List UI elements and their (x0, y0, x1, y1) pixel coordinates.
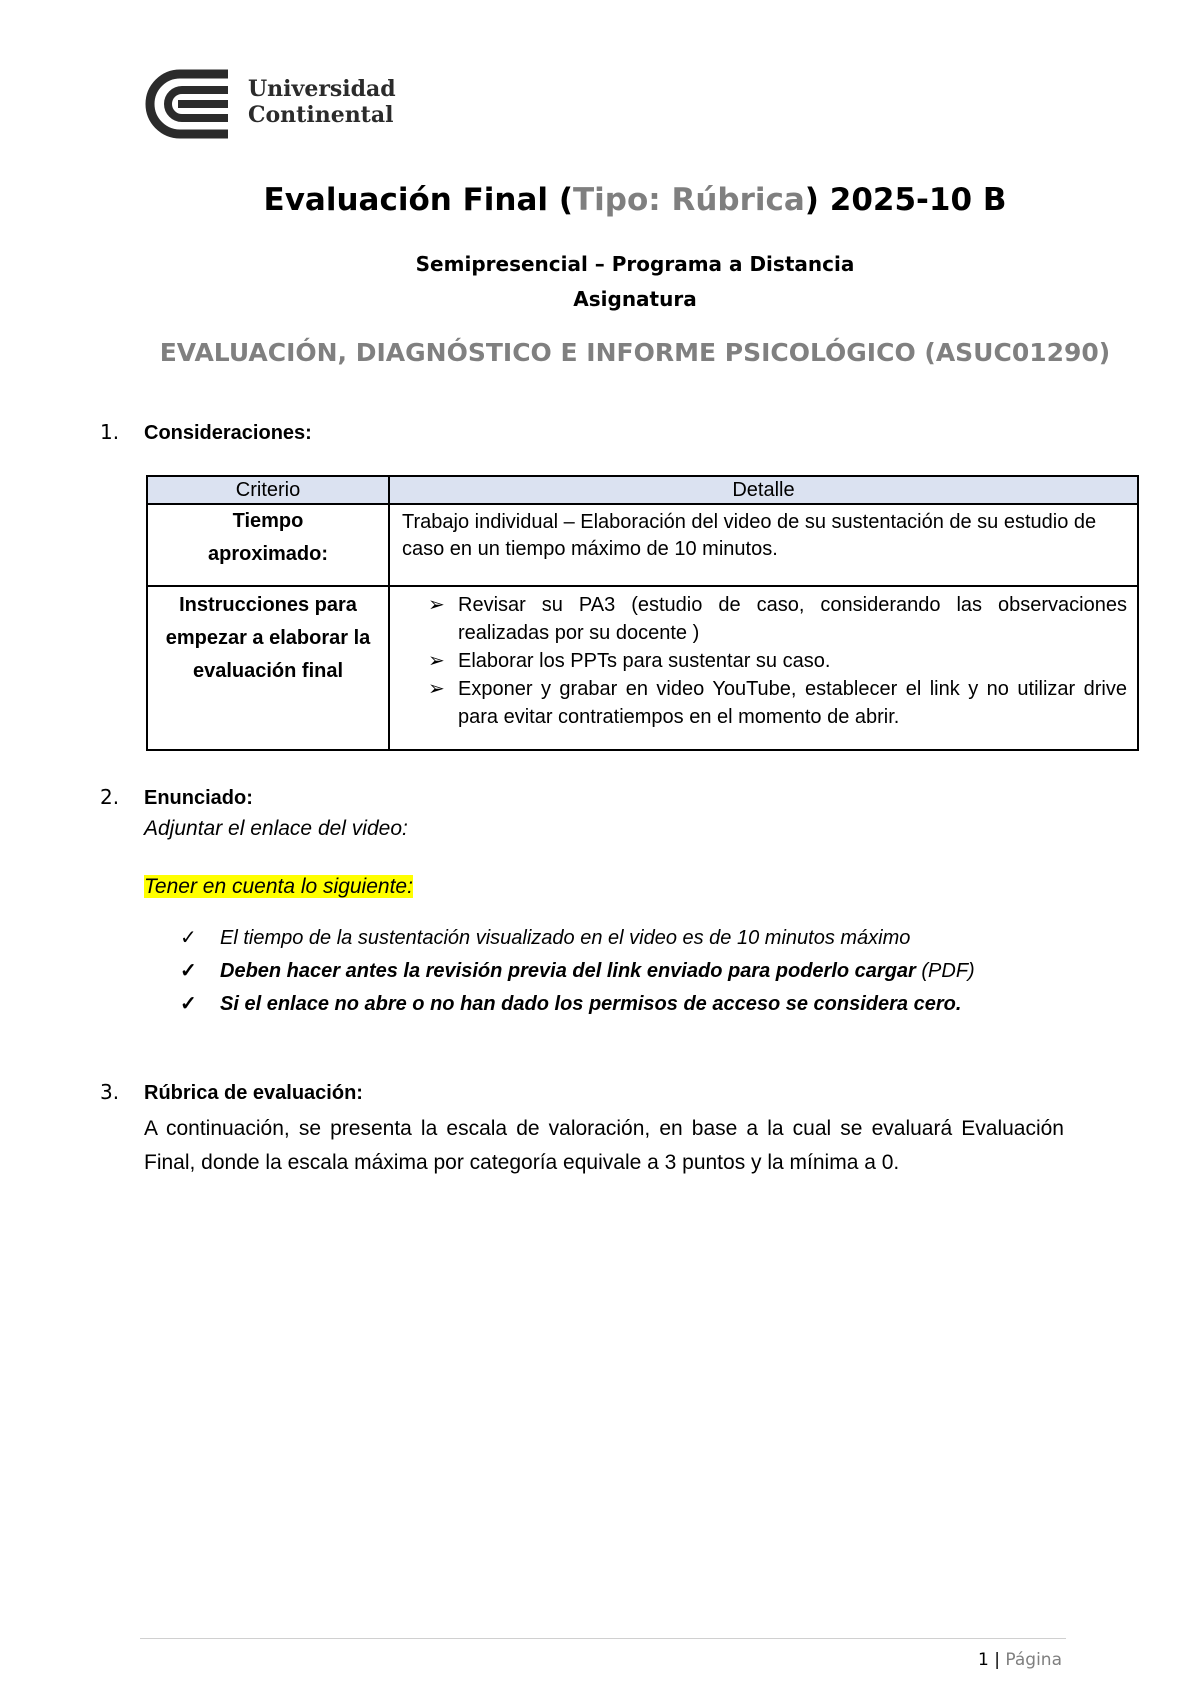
page-label: Página (1005, 1650, 1062, 1670)
table-row (147, 586, 1138, 750)
course-name: EVALUACIÓN, DIAGNÓSTICO E INFORME PSICOLÓGICO (ASUC01290) (159, 338, 1111, 367)
page-number: 1 (978, 1650, 989, 1670)
considerations-table (146, 475, 1139, 751)
table-row-value: Trabajo individual – Elaboración del video de su sustentación de su estudio de caso en un tiempo máximo de 10 minutos. (389, 504, 1138, 586)
section-title: Consideraciones: (144, 422, 312, 444)
footer-divider (140, 1638, 1066, 1639)
list-item-suffix: (PDF) (921, 960, 975, 982)
table-header-detalle: Detalle (389, 476, 1138, 504)
logo-line-1: Universidad (248, 76, 396, 102)
table-header-criterio: Criterio (147, 476, 389, 504)
table-row-bullets (389, 586, 1138, 750)
section-title: Rúbrica de evaluación: (144, 1082, 363, 1104)
arrow-bullet-icon: ➢ (428, 678, 445, 700)
list-item (180, 922, 1080, 955)
title-part-2: Tipo: Rúbrica (573, 182, 805, 218)
section-number: 1. (100, 420, 120, 444)
highlighted-note (144, 875, 413, 899)
list-item-text: Si el enlace no abre o no han dado los permisos de acceso se considera cero. (220, 993, 962, 1015)
requirements-list (180, 922, 1080, 1021)
logo-line-2: Continental (248, 102, 394, 128)
list-item (424, 675, 1127, 731)
list-item (180, 988, 1080, 1021)
list-item (424, 591, 1127, 647)
table-row-key: Instrucciones para empezar a elaborar la evaluación final (147, 586, 389, 750)
list-item-text: El tiempo de la sustentación visualizado en el video es de 10 minutos máximo (220, 927, 911, 949)
continental-logo-icon (140, 68, 236, 140)
arrow-bullet-icon: ➢ (428, 650, 445, 672)
enunciado-instruction: Adjuntar el enlace del video: (144, 817, 408, 840)
section-number: 3. (100, 1080, 120, 1104)
checkmark-icon: ✓ (180, 927, 197, 949)
instruction-list (424, 591, 1127, 731)
arrow-bullet-icon: ➢ (428, 594, 445, 616)
title-part-1: Evaluación Final ( (263, 182, 573, 218)
page-footer (978, 1650, 1062, 1670)
list-item-text: Revisar su PA3 (estudio de caso, considerando las observaciones realizadas por su docente ) (458, 594, 1127, 644)
list-item (180, 955, 1080, 988)
table-header-row (147, 476, 1138, 504)
university-logo (140, 68, 400, 140)
subtitle-asignatura: Asignatura (573, 287, 697, 311)
list-item (424, 647, 1127, 675)
table-row (147, 504, 1138, 586)
checkmark-icon: ✓ (180, 960, 197, 982)
section-heading-3 (100, 1080, 363, 1105)
checkmark-icon: ✓ (180, 993, 197, 1015)
title-part-3: ) 2025-10 B (804, 182, 1007, 218)
section-number: 2. (100, 785, 120, 809)
list-item-text: Elaborar los PPTs para sustentar su caso. (458, 650, 831, 672)
list-item-text: Exponer y grabar en video YouTube, establecer el link y no utilizar drive para evitar contratiempos en el momento de abrir. (458, 678, 1127, 728)
rubric-paragraph: A continuación, se presenta la escala de valoración, en base a la cual se evaluará Evaluación Final, donde la escala máxima por categoría equivale a 3 puntos y la mínima a 0. (144, 1117, 1064, 1174)
highlight-text: Tener en cuenta lo siguiente: (144, 875, 413, 898)
list-item-text: Deben hacer antes la revisión previa del link enviado para poderlo cargar (220, 960, 916, 982)
university-name (248, 76, 396, 128)
table-row-key: Tiempo aproximado: (147, 504, 389, 586)
section-title: Enunciado: (144, 787, 253, 809)
document-title (0, 182, 1200, 218)
section-heading-2 (100, 785, 253, 810)
footer-separator: | (994, 1650, 1000, 1670)
subtitle-modality: Semipresencial – Programa a Distancia (415, 252, 855, 276)
section-heading-1 (100, 420, 312, 445)
